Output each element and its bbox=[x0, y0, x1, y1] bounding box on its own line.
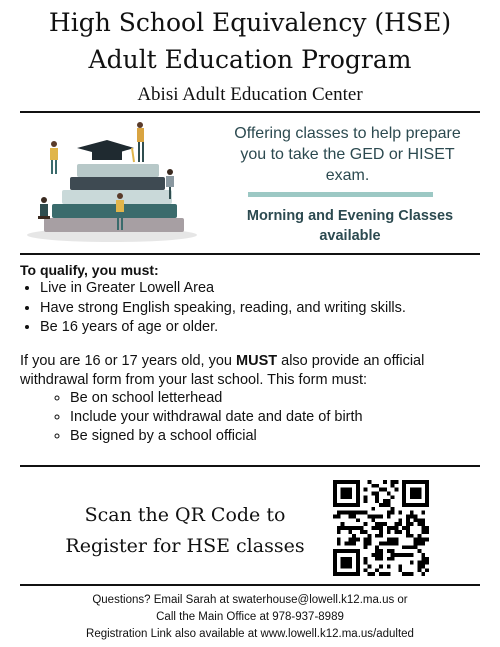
list-item: ◦ Include your withdrawal date and date of birth bbox=[70, 408, 490, 427]
divider bbox=[20, 465, 480, 467]
divider bbox=[20, 584, 480, 586]
divider bbox=[20, 111, 480, 113]
qualify-heading: To qualify, you must: bbox=[20, 262, 159, 278]
list-item: ◦ Be on school letterhead bbox=[70, 389, 490, 408]
page-subtitle: Abisi Adult Education Center bbox=[137, 84, 363, 105]
page-title-line2: Adult Education Program bbox=[88, 45, 412, 74]
accent-bar bbox=[248, 192, 433, 197]
offer-text: Offering classes to help prepare you to take the GED or HISET exam. bbox=[234, 125, 461, 184]
list-item: • Live in Greater Lowell Area bbox=[40, 279, 500, 299]
withdrawal-note: If you are 16 or 17 years old, you MUST also provide an official withdrawal form from your last school. This form must: bbox=[20, 353, 425, 388]
list-item: • Have strong English speaking, reading, and writing skills. bbox=[40, 299, 500, 319]
withdrawal-list bbox=[48, 389, 490, 446]
qr-code[interactable] bbox=[333, 480, 429, 576]
register-text: Scan the QR Code to Register for HSE classes bbox=[65, 504, 305, 557]
divider bbox=[20, 253, 480, 255]
list-item: ◦ Be signed by a school official bbox=[70, 427, 490, 446]
schedule-text: Morning and Evening Classes available bbox=[246, 208, 454, 244]
education-illustration bbox=[22, 120, 202, 245]
list-item: • Be 16 years of age or older. bbox=[40, 318, 500, 338]
qualify-list bbox=[20, 279, 500, 338]
contact-footer: Questions? Email Sarah at swaterhouse@lowell.k12.ma.us or Call the Main Office at 978-937-8989 Registration Link also available at www.lowell.k12.ma.us/adulted bbox=[86, 594, 414, 640]
page-title: High School Equivalency (HSE) bbox=[48, 8, 452, 37]
